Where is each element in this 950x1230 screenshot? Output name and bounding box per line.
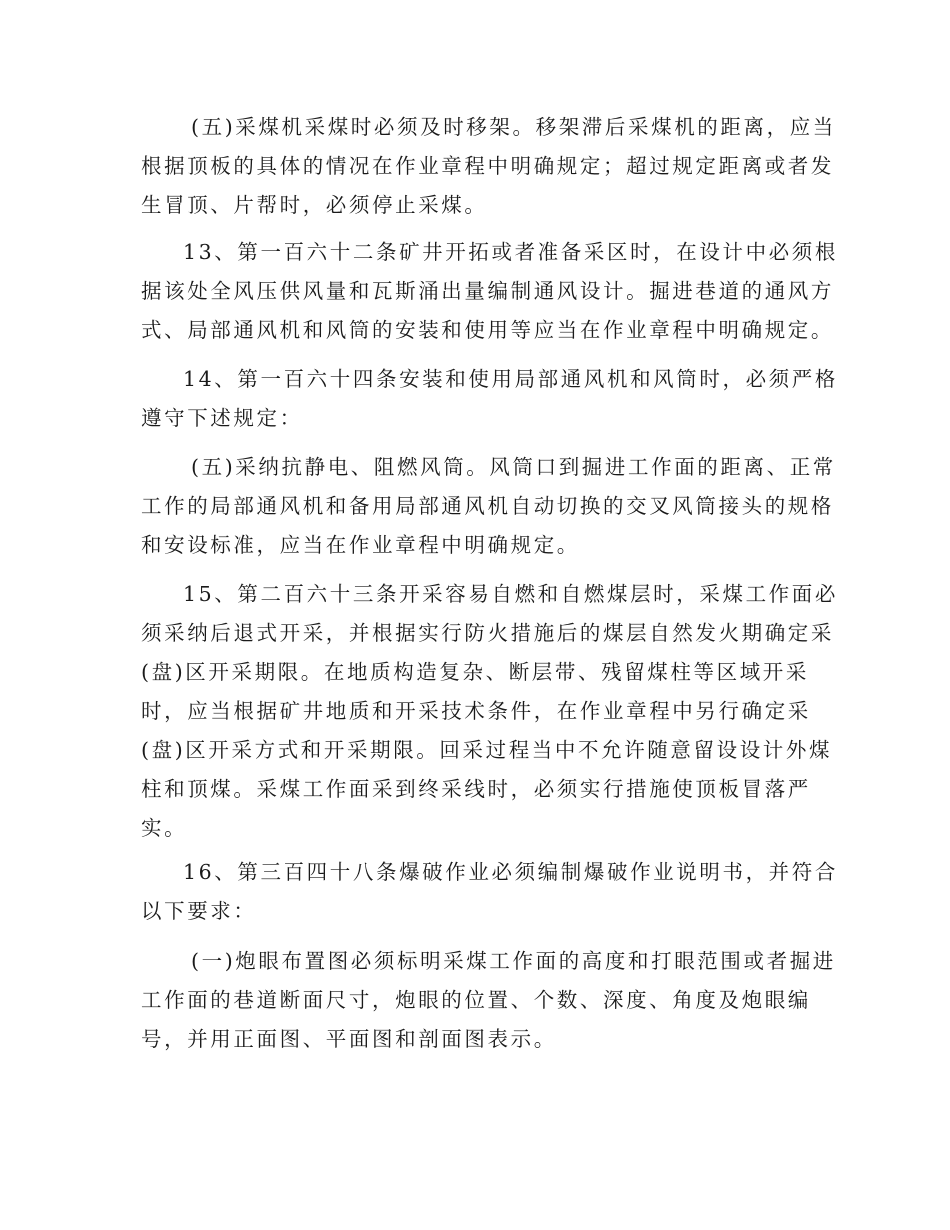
paragraph-blast-hole-layout (141, 942, 836, 1059)
paragraph-article-263 (141, 575, 838, 848)
text-line: (五)采纳抗静电、阻燃风筒。风筒口到掘进工作面的距离、正常 (191, 455, 836, 479)
text-line: 须采纳后退式开采，并根据实行防火措施后的煤层自然发火期确定采 (141, 621, 834, 645)
text-line: (盘)区开采方式和开采期限。回采过程当中不允许随意留设设计外煤 (141, 738, 833, 762)
text-line: 据该处全风压供风量和瓦斯涌出量编制通风设计。掘进巷道的通风方 (141, 279, 834, 303)
text-line: 生冒顶、片帮时，必须停止采煤。 (141, 193, 488, 217)
text-line: 柱和顶煤。采煤工作面采到终采线时，必须实行措施使顶板冒落严 (141, 777, 811, 801)
text-line: 和安设标准，应当在作业章程中明确规定。 (141, 533, 580, 557)
paragraph-ventilation-duct (141, 448, 836, 565)
text-line: 16、第三百四十八条爆破作业必须编制爆破作业说明书，并符合 (183, 860, 838, 884)
text-line: 工作的局部通风机和备用局部通风机自动切换的交叉风筒接头的规格 (141, 494, 834, 518)
text-line: 时，应当根据矿井地质和开采技术条件，在作业章程中另行确定采 (141, 699, 811, 723)
text-line: 14、第一百六十四条安装和使用局部通风机和风筒时，必须严格 (183, 367, 838, 391)
text-line: 号，并用正面图、平面图和剖面图表示。 (141, 1027, 557, 1051)
text-line: 式、局部通风机和风筒的安装和使用等应当在作业章程中明确规定。 (141, 318, 834, 342)
text-line: 以下要求： (141, 899, 257, 923)
text-line: 根据顶板的具体的情况在作业章程中明确规定；超过规定距离或者发 (141, 154, 834, 178)
paragraph-shearer-support (141, 108, 836, 225)
text-line: (五)采煤机采煤时必须及时移架。移架滞后采煤机的距离，应当 (191, 115, 836, 139)
paragraph-article-162 (141, 233, 838, 350)
text-line: 实。 (141, 816, 188, 840)
text-line: 遵守下述规定： (141, 406, 303, 430)
text-line: 13、第一百六十二条矿井开拓或者准备采区时，在设计中必须根 (183, 240, 838, 264)
text-line: (一)炮眼布置图必须标明采煤工作面的高度和打眼范围或者掘进 (191, 949, 836, 973)
text-line: 工作面的巷道断面尺寸，炮眼的位置、个数、深度、角度及炮眼编 (141, 988, 811, 1012)
paragraph-article-164 (141, 360, 838, 438)
text-line: (盘)区开采期限。在地质构造复杂、断层带、残留煤柱等区域开采 (141, 660, 809, 684)
paragraph-article-348 (141, 853, 838, 931)
text-line: 15、第二百六十三条开采容易自燃和自燃煤层时，采煤工作面必 (183, 582, 838, 606)
